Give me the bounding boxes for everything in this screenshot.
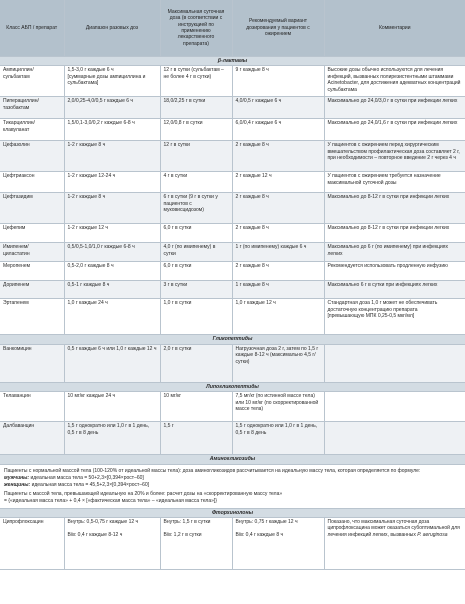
section-title: Гликопептиды <box>0 335 465 344</box>
drug-name: Телаванцин <box>0 392 64 422</box>
comment <box>324 518 465 570</box>
table-header-row <box>0 0 465 57</box>
note-female-formula <box>4 482 461 489</box>
header-comments: Комментарии <box>324 0 465 57</box>
max-daily-dose: 10 мг/кг <box>160 392 232 422</box>
obesity-dose: 2 г каждые 8 ч <box>232 224 324 243</box>
table-row <box>0 422 465 455</box>
obesity-dose: 1 г каждые 8 ч <box>232 281 324 299</box>
drug-name: Меропенем <box>0 262 64 281</box>
organism-name: P. aeruginosa <box>417 531 448 538</box>
obesity-dose: 7,5 мг/кг (по истинной массе тела) или 10 мг/кг (по скорректированной массе тела) <box>232 392 324 422</box>
aminoglycosides-note-row <box>0 464 465 508</box>
obesity-dose: 1 г (по имипенему) каждые 6 ч <box>232 243 324 262</box>
single-dose: 2,0/0,25-4,0/0,5 г каждые 6 ч <box>64 97 160 119</box>
single-dose: 1,5-3,0 г каждые 6 ч [суммарные дозы ампициллина и сульбактама] <box>64 66 160 97</box>
max-daily-dose: 6,0 г в сутки <box>160 262 232 281</box>
aminoglycosides-note <box>0 464 465 508</box>
table-row <box>0 344 465 382</box>
table-row <box>0 66 465 97</box>
single-dose: 1,5/0,1-3,0/0,2 г каждые 6-8 ч <box>64 119 160 141</box>
male-label: мужчины: <box>4 474 30 481</box>
single-dose: 0,5-1 г каждые 8 ч <box>64 281 160 299</box>
table-row <box>0 243 465 262</box>
header-obesity-dosing: Рекомендуемый вариант дозирования у пациентов с ожирением <box>232 0 324 57</box>
header-drug-class: Класс АБП / препарат <box>0 0 64 57</box>
single-dose: 10 мг/кг каждые 24 ч <box>64 392 160 422</box>
max-daily-dose: 1,0 г в сутки <box>160 299 232 335</box>
comment: У пациентов с ожирением перед хирургическим вмешательством профилактическая доза составляет 2 г, при необходимости – повторное введение 2 г через 4 ч <box>324 141 465 172</box>
single-dose: 1,5 г однократно или 1,0 г в 1 день, 0,5 г в 8 день <box>64 422 160 455</box>
comment: Максимально до 8-12 г в сутки при инфекции легких <box>324 193 465 224</box>
max-daily-dose: 3 г в сутки <box>160 281 232 299</box>
comment-text: Показано, что максимальная суточная доза ципрофлоксацина может оказаться субоптимальной для лечения инфекций легких, вызванных <box>327 519 460 538</box>
table-row <box>0 299 465 335</box>
max-daily-dose: 18,0/2,25 г в сутки <box>160 97 232 119</box>
drug-name: Ципрофлоксацин <box>0 518 64 570</box>
obesity-dose: 6,0/0,4 г каждые 6 ч <box>232 119 324 141</box>
max-daily-dose: 12 г в сутки <box>160 141 232 172</box>
comment: Максимально до 6 г (по имипенему) при инфекциях легких <box>324 243 465 262</box>
section-title: Липогликопептиды <box>0 382 465 391</box>
single-dose: 0,5-2,0 г каждые 8 ч <box>64 262 160 281</box>
obesity-dose: 4,0/0,5 г каждые 6 ч <box>232 97 324 119</box>
section-header-betalactams <box>0 57 465 66</box>
section-title: Аминогликозиды <box>0 455 465 464</box>
comment <box>324 344 465 382</box>
obesity-dose: 9 г каждые 8 ч <box>232 66 324 97</box>
comment: Стандартная доза 1,0 г может не обеспечивать достаточную концентрацию препарата [превышающую МПК 0,25-0,5 мкг/мл] <box>324 299 465 335</box>
table-row <box>0 119 465 141</box>
table-row <box>0 281 465 299</box>
max-daily-dose: 6,0 г в сутки <box>160 224 232 243</box>
obesity-dose: 2 г каждые 8 ч <box>232 262 324 281</box>
comment <box>324 422 465 455</box>
note-overweight: Пациенты с массой тела, превышающей идеальную на 20% и более: расчет дозы на «скорректированную массу тела» <box>4 490 283 497</box>
max-daily-dose: 2,0 г в сутки <box>160 344 232 382</box>
drug-name: Цефтазидим <box>0 193 64 224</box>
comment: Рекомендуется использовать продленную инфузию <box>324 262 465 281</box>
male-formula: идеальная масса тела = 50+2,3×[0,394×рост–60] <box>30 474 144 481</box>
drug-name: Ванкомицин <box>0 344 64 382</box>
drug-name: Ампициллин/ сульбактам <box>0 66 64 97</box>
drug-name: Цефазолин <box>0 141 64 172</box>
drug-name: Имипенем/ циластатин <box>0 243 64 262</box>
obesity-dose: 1,0 г каждые 12 ч <box>232 299 324 335</box>
comment: У пациентов с ожирением требуется назначение максимальной суточной дозы <box>324 172 465 193</box>
comment: Максимально до 24,0/3,0 г в сутки при инфекции легких <box>324 97 465 119</box>
section-title: Фторхинолоны <box>0 508 465 517</box>
single-dose: 0,5 г каждые 6 ч или 1,0 г каждые 12 ч <box>64 344 160 382</box>
table-row <box>0 262 465 281</box>
comment: Максимально до 8-12 г в сутки при инфекции легких <box>324 224 465 243</box>
single-dose: 1-2 г каждые 12-24 ч <box>64 172 160 193</box>
drug-name: Цефтриаксон <box>0 172 64 193</box>
max-daily-dose: 6 г в сутки (9 г в сутки у пациентов с муковисцидозом) <box>160 193 232 224</box>
single-dose: 1-2 г каждые 8 ч <box>64 141 160 172</box>
female-formula: идеальная масса тела = 45,5+2,3×[0,394×рост–60] <box>31 481 150 488</box>
table-row <box>0 97 465 119</box>
obesity-dose: 2 г каждые 8 ч <box>232 141 324 172</box>
single-dose: 1-2 г каждые 8 ч <box>64 193 160 224</box>
comment: Максимально 6 г в сутки при инфекциях легких <box>324 281 465 299</box>
section-header-fluoroquinolones <box>0 508 465 517</box>
section-header-aminoglycosides <box>0 455 465 464</box>
drug-name: Дорипенем <box>0 281 64 299</box>
obesity-dose: 2 г каждые 12 ч <box>232 172 324 193</box>
drug-name: Пиперациллин/ тазобактам <box>0 97 64 119</box>
single-dose: 1-2 г каждые 12 ч <box>64 224 160 243</box>
drug-name: Далбаванцин <box>0 422 64 455</box>
max-daily-dose: 12 г в сутки (сульбактам – не более 4 г в сутки) <box>160 66 232 97</box>
note-adjusted-formula: = {«идеальная масса тела» + 0,4 × [«фактическая масса тела» – «идеальная масса тела»]} <box>4 497 217 504</box>
header-max-daily-dose: Максимальная суточная доза (в соответствии с инструкцией по применению лекарственного препарата) <box>160 0 232 57</box>
max-daily-dose: Внутрь: 1,5 г в сутки В/в: 1,2 г в сутки <box>160 518 232 570</box>
section-header-glycopeptides <box>0 335 465 344</box>
note-male-formula <box>4 475 461 482</box>
female-label: женщины: <box>4 481 31 488</box>
comment: Высокие дозы обычно используются для лечения инфекций, вызванных полирезистентными штаммами Acinetobacter, для достижения адекватных концентраций сульбактама <box>324 66 465 97</box>
max-daily-dose: 4,0 г (по имипенему) в сутки <box>160 243 232 262</box>
single-dose: 1,0 г каждые 24 ч <box>64 299 160 335</box>
note-normal-weight: Пациенты с нормальной массой тела (100-120% от идеальной массы тела): доза аминогликозидов рассчитывается на идеальную массу тела, которая определяется по формуле: <box>4 467 421 474</box>
obesity-dose: 1,5 г однократно или 1,0 г в 1 день, 0,5 г в 8 день <box>232 422 324 455</box>
section-header-lipoglycopeptides <box>0 382 465 391</box>
single-dose: 0,5/0,5-1,0/1,0 г каждые 6-8 ч <box>64 243 160 262</box>
table-row <box>0 392 465 422</box>
table-row <box>0 172 465 193</box>
single-dose: Внутрь: 0,5-0,75 г каждые 12 ч В/в: 0,4 г каждые 8-12 ч <box>64 518 160 570</box>
max-daily-dose: 4 г в сутки <box>160 172 232 193</box>
header-single-dose-range: Диапазон разовых доз <box>64 0 160 57</box>
drug-name: Тикарциллин/ клавуланат <box>0 119 64 141</box>
obesity-dose: Нагрузочная доза 2 г, затем по 1,5 г каждые 8-12 ч (максимально 4,5 г/сутки) <box>232 344 324 382</box>
obesity-dose: Внутрь: 0,75 г каждые 12 ч В/в: 0,4 г каждые 8 ч <box>232 518 324 570</box>
table-row <box>0 224 465 243</box>
obesity-dose: 2 г каждые 8 ч <box>232 193 324 224</box>
table-row <box>0 193 465 224</box>
max-daily-dose: 1,5 г <box>160 422 232 455</box>
drug-name: Цефепим <box>0 224 64 243</box>
table-row <box>0 518 465 570</box>
table-row <box>0 141 465 172</box>
comment: Максимально до 24,0/1,6 г в сутки при инфекции легких <box>324 119 465 141</box>
drug-name: Эртапенем <box>0 299 64 335</box>
max-daily-dose: 12,0/0,8 г в сутки <box>160 119 232 141</box>
comment <box>324 392 465 422</box>
section-title: β-лактамы <box>0 57 465 66</box>
